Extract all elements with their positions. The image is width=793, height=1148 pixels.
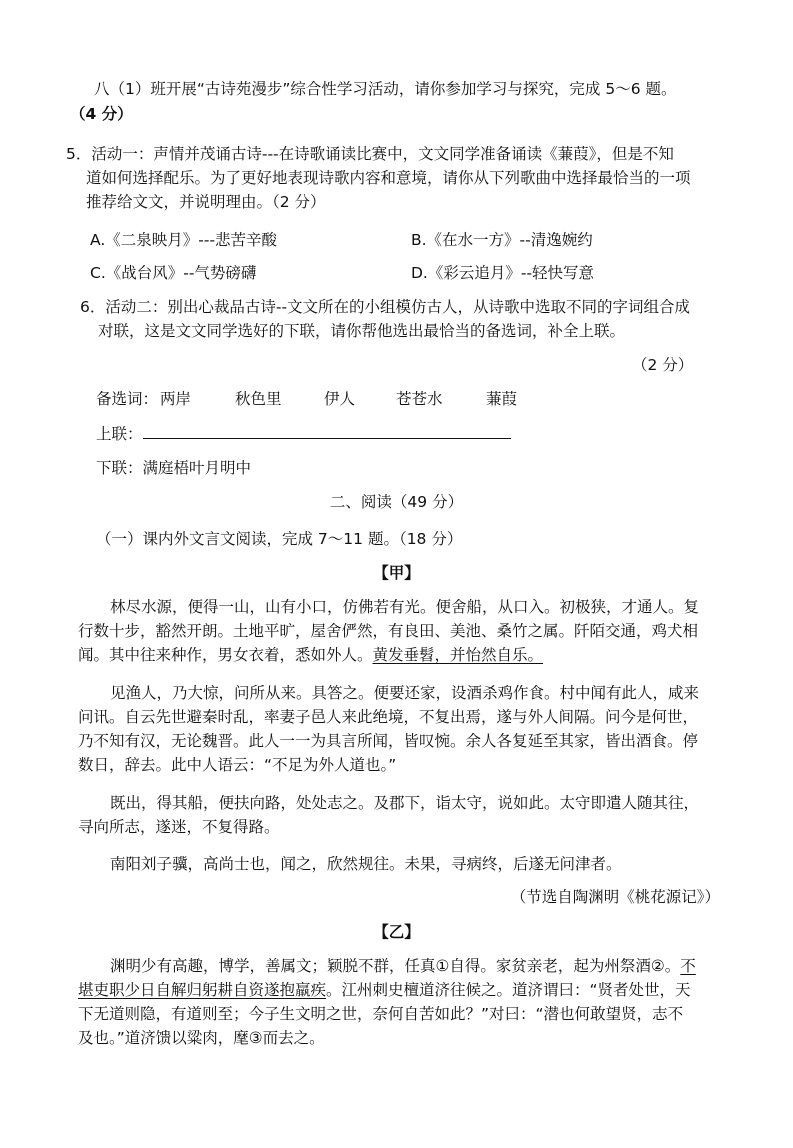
q5-option-c: C.《战台风》--气势磅礴 xyxy=(90,264,257,282)
q5-option-b: B.《在水一方》--清逸婉约 xyxy=(411,231,593,249)
q6-line-2: 对联，这是文文同学选好的下联，请你帮他选出最恰当的备选词，补全上联。 xyxy=(98,322,626,340)
q5-line-3: 推荐给文文，并说明理由。（2 分） xyxy=(86,193,326,211)
passage-yi-title: 【乙】 xyxy=(373,923,420,941)
jia-p2-line-1: 见渔人，乃大惊，问所从来。具答之。便要还家，设酒杀鸡作食。村中闻有此人，咸来 xyxy=(110,684,700,702)
intro-score: （4 分） xyxy=(70,105,133,123)
yi-line-2 xyxy=(78,979,691,1001)
yi-line-1-text: 渊明少有高趣，博学，善属文；颖脱不群，任真①自得。家贫亲老，起为州祭酒②。 xyxy=(110,957,681,975)
yi-line-3: 下无道则隐，有道则至；今子生文明之世，奈何自苦如此？”对曰：“潜也何敢望贤，志不 xyxy=(78,1005,684,1023)
jia-p3-line-2: 寻向所志，遂迷，不复得路。 xyxy=(78,818,280,836)
q6-line-1: 6．活动二：别出心裁品古诗--文文所在的小组模仿古人，从诗歌中选取不同的字词组合成 xyxy=(80,298,691,316)
section-2-title: 二、阅读（49 分） xyxy=(329,493,464,511)
yi-underlined-sentence: 堪吏职少日自解归躬耕自资遂抱羸疾 xyxy=(78,981,327,999)
q5-line-2: 道如何选择配乐。为了更好地表现诗歌内容和意境，请你从下列歌曲中选择最恰当的一项 xyxy=(86,169,691,187)
jia-source: （节选自陶渊明《桃花源记》） xyxy=(510,888,720,906)
jia-p1-line-3 xyxy=(78,644,543,666)
q6-upper-couplet xyxy=(96,423,511,445)
yi-line-1 xyxy=(110,955,696,977)
passage-jia-title: 【甲】 xyxy=(373,564,420,582)
q6-candidate-5: 蒹葭 xyxy=(486,390,518,408)
q5-option-a: A.《二泉映月》---悲苦辛酸 xyxy=(90,231,278,249)
q6-upper-answer-blank[interactable] xyxy=(143,423,511,439)
jia-p3-line-1: 既出，得其船，便扶向路，处处志之。及郡下，诣太守，说如此。太守即遣人随其往， xyxy=(110,794,700,812)
q5-line-1: 5．活动一：声情并茂诵古诗---在诗歌诵读比赛中，文文同学准备诵读《蒹葭》，但是不知 xyxy=(66,145,674,163)
intro-line-1: 八（1）班开展“古诗苑漫步”综合性学习活动，请你参加学习与探究，完成 5～6 题。 xyxy=(94,80,677,98)
q6-candidate-3: 伊人 xyxy=(324,390,356,408)
jia-underlined-sentence: 黄发垂髫，并怡然自乐。 xyxy=(372,646,544,664)
q6-candidates-label: 备选词： xyxy=(96,390,159,408)
q6-score: （2 分） xyxy=(632,356,694,374)
yi-line-4: 及也。”道济馈以粱肉，麾③而去之。 xyxy=(78,1029,325,1047)
yi-underlined-start: 不 xyxy=(680,957,696,975)
jia-p1-line-1: 林尽水源，便得一山，山有小口，仿佛若有光。便舍船，从口入。初极狭，才通人。复 xyxy=(110,598,700,616)
q6-candidate-4: 苍苍水 xyxy=(396,390,443,408)
jia-p2-line-4: 数日，辞去。此中人语云：“不足为外人道也。” xyxy=(78,756,397,774)
q6-candidate-1: 两岸 xyxy=(160,390,192,408)
q6-lower-couplet: 下联：满庭梧叶月明中 xyxy=(96,459,252,477)
section-2-subtitle: （一）课内外文言文阅读，完成 7～11 题。（18 分） xyxy=(96,530,463,548)
jia-p1-line-2: 行数十步，豁然开朗。土地平旷，屋舍俨然，有良田、美池、桑竹之属。阡陌交通，鸡犬相 xyxy=(78,622,699,640)
jia-p1-line-3-text: 闻。其中往来种作，男女衣着，悉如外人。 xyxy=(78,646,373,664)
jia-p4: 南阳刘子骥，高尚士也，闻之，欣然规往。未果，寻病终，后遂无问津者。 xyxy=(110,855,622,873)
q6-upper-label: 上联： xyxy=(96,425,143,443)
jia-p2-line-2: 问讯。自云先世避秦时乱，率妻子邑人来此绝境，不复出焉，遂与外人间隔。问今是何世， xyxy=(78,708,699,726)
q6-candidate-2: 秋色里 xyxy=(235,390,282,408)
q5-option-d: D.《彩云追月》--轻快写意 xyxy=(411,264,595,282)
jia-p2-line-3: 乃不知有汉，无论魏晋。此人一一为具言所闻，皆叹惋。余人各复延至其家，皆出酒食。停 xyxy=(78,732,699,750)
yi-line-2-text: 。江州刺史檀道济往候之。道济谓曰：“贤者处世，天 xyxy=(326,981,691,999)
